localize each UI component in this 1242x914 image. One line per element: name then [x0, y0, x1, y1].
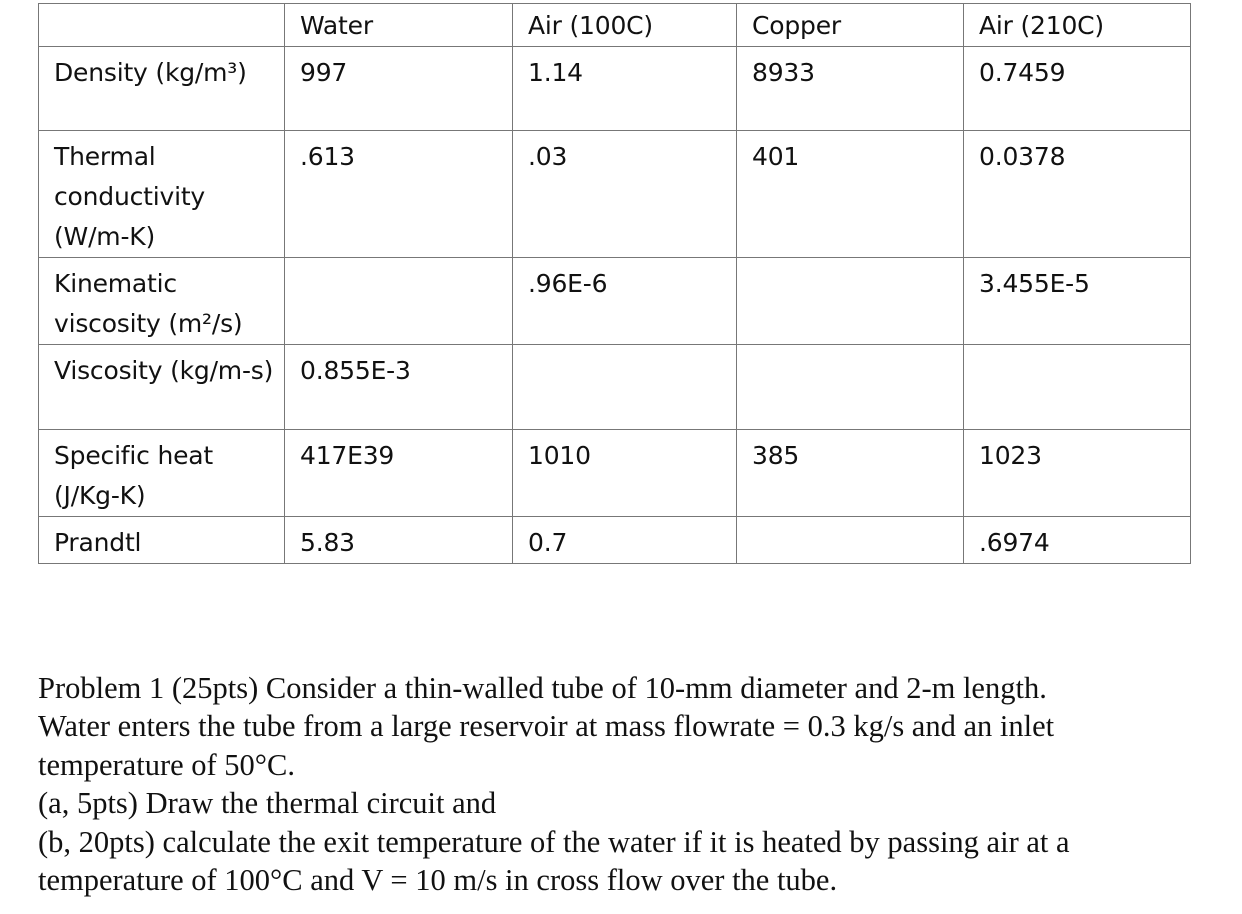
row-label: Kinematic viscosity (m²/s): [39, 258, 285, 345]
table-cell: 3.455E-5: [964, 258, 1191, 345]
table-cell: 0.7: [513, 517, 737, 564]
problem-line: Problem 1 (25pts) Consider a thin-walled tube of 10-mm diameter and 2-m length.: [38, 671, 1047, 705]
row-label: Density (kg/m³): [39, 47, 285, 131]
table-cell: 1010: [513, 430, 737, 517]
table-cell: [964, 345, 1191, 430]
header-cell-corner: [39, 4, 285, 47]
header-cell-air-100c: Air (100C): [513, 4, 737, 47]
header-cell-water: Water: [285, 4, 513, 47]
table-cell: [513, 345, 737, 430]
table-cell: 401: [737, 131, 964, 258]
problem-line: (a, 5pts) Draw the thermal circuit and: [38, 786, 497, 821]
table-cell: 417E39: [285, 430, 513, 517]
table-cell: [285, 258, 513, 345]
table-cell: [737, 258, 964, 345]
header-cell-copper: Copper: [737, 4, 964, 47]
table-cell: 8933: [737, 47, 964, 131]
table-cell: .96E-6: [513, 258, 737, 345]
table-row: [39, 430, 1191, 517]
table-cell: 385: [737, 430, 964, 517]
table-row: [39, 258, 1191, 345]
problem-statement: [38, 669, 1228, 899]
table-row: [39, 517, 1191, 564]
table-row: [39, 131, 1191, 258]
row-label: Prandtl: [39, 517, 285, 564]
table-header-row: [39, 4, 1191, 47]
table-cell: .03: [513, 131, 737, 258]
table-cell: 0.855E-3: [285, 345, 513, 430]
problem-line: temperature of 50°C.: [38, 747, 295, 782]
table-cell: .6974: [964, 517, 1191, 564]
problem-line: Water enters the tube from a large reservoir at mass flowrate = 0.3 kg/s and an inlet: [38, 709, 1055, 744]
table-row: [39, 47, 1191, 131]
row-label: Thermal conductivity (W/m-K): [39, 131, 285, 258]
row-label: Viscosity (kg/m-s): [39, 345, 285, 430]
row-label: Specific heat (J/Kg-K): [39, 430, 285, 517]
table-cell: 1023: [964, 430, 1191, 517]
table-cell: [737, 517, 964, 564]
table-cell: [737, 345, 964, 430]
table-cell: 0.0378: [964, 131, 1191, 258]
problem-line: temperature of 100°C and V = 10 m/s in cross flow over the tube.: [38, 863, 838, 898]
table-row: [39, 345, 1191, 430]
table-cell: 1.14: [513, 47, 737, 131]
table-cell: 5.83: [285, 517, 513, 564]
table-cell: .613: [285, 131, 513, 258]
table-cell: 0.7459: [964, 47, 1191, 131]
table-cell: 997: [285, 47, 513, 131]
properties-table: [38, 3, 1191, 564]
header-cell-air-210c: Air (210C): [964, 4, 1191, 47]
problem-line: (b, 20pts) calculate the exit temperature of the water if it is heated by passing air at a: [38, 824, 1070, 859]
